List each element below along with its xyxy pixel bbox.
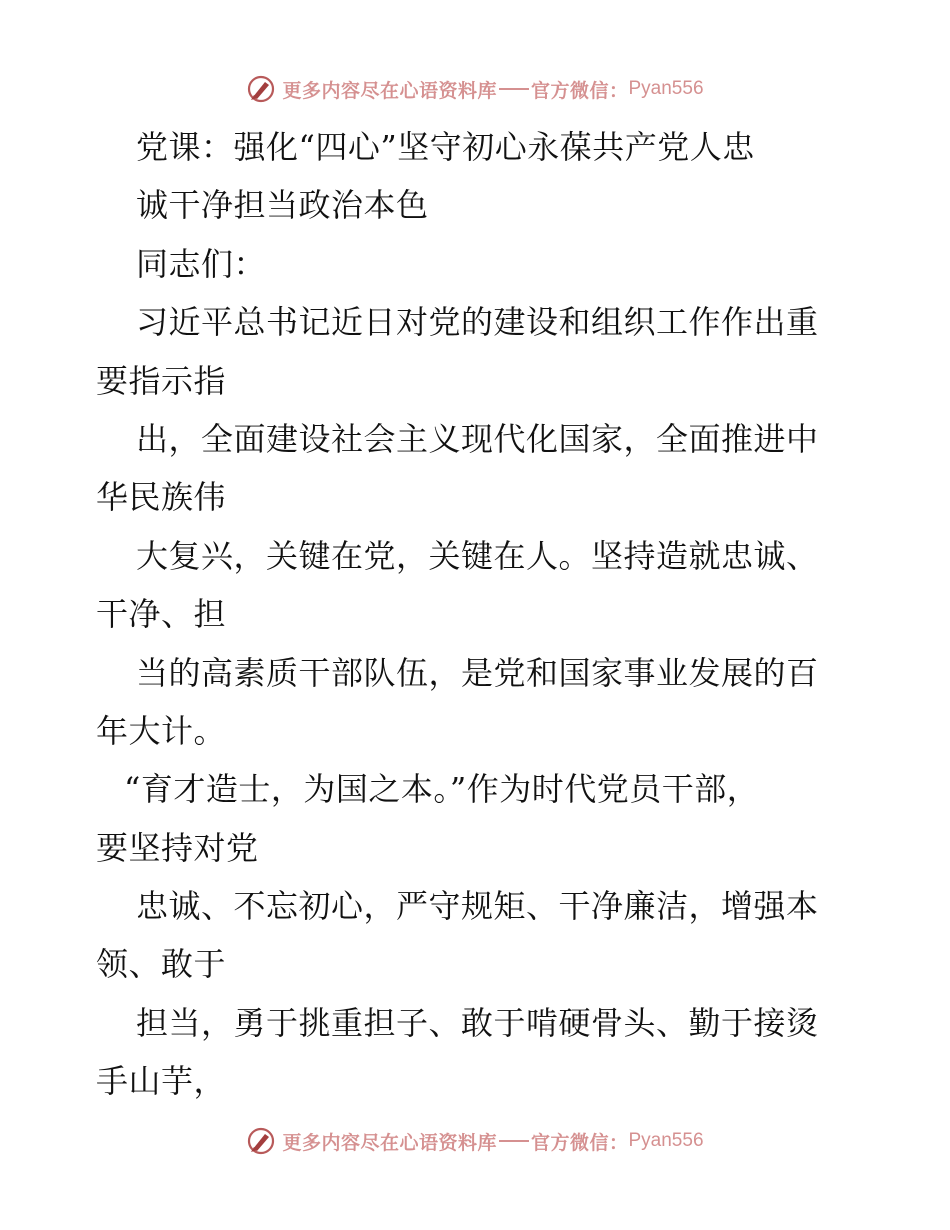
footer-watermark (0, 1124, 950, 1158)
watermark-wechat-id: Pyan556 (628, 78, 704, 99)
document-body (96, 118, 866, 1111)
paragraph-line: 担当，勇于挑重担子、敢于啃硬骨头、勤于接烫 (136, 1003, 819, 1042)
salutation: 同志们： (136, 244, 267, 283)
watermark-suffix: 官方微信： (530, 79, 629, 102)
paragraph-line: “育才造士，为国之本。”作为时代党员干部， (124, 770, 760, 809)
paragraph-line: 干净、担 (96, 595, 227, 634)
watermark-separator (499, 88, 529, 90)
paragraph-line: 习近平总书记近日对党的建设和组织工作作出重 (136, 303, 819, 342)
watermark-wechat-id: Pyan556 (628, 1130, 704, 1151)
paragraph-line: 大复兴，关键在党，关键在人。坚持造就忠诚、 (136, 536, 819, 575)
paragraph-line: 要指示指 (96, 361, 227, 400)
document-title-line-1: 党课：强化“四心”坚守初心永葆共产党人忠 (136, 128, 755, 166)
paragraph-line: 年大计。 (96, 711, 227, 750)
header-watermark (0, 72, 950, 106)
watermark-separator (499, 1140, 529, 1142)
pen-circle-logo-icon (246, 74, 276, 104)
watermark-text: 更多内容尽在心语资料库 (282, 79, 497, 102)
watermark-text: 更多内容尽在心语资料库 (282, 1131, 497, 1154)
paragraph-line: 手山芋， (96, 1062, 227, 1101)
paragraph-line: 要坚持对党 (96, 828, 259, 867)
paragraph-line: 领、敢于 (96, 945, 227, 984)
paragraph-line: 华民族伟 (96, 478, 227, 517)
pen-circle-logo-icon (246, 1126, 276, 1156)
paragraph-line: 当的高素质干部队伍，是党和国家事业发展的百 (136, 653, 819, 692)
watermark-suffix: 官方微信： (530, 1131, 629, 1154)
paragraph-line: 出，全面建设社会主义现代化国家，全面推进中 (136, 419, 819, 458)
document-title-line-2: 诚干净担当政治本色 (136, 186, 429, 225)
paragraph-line: 忠诚、不忘初心，严守规矩、干净廉洁，增强本 (136, 887, 819, 926)
